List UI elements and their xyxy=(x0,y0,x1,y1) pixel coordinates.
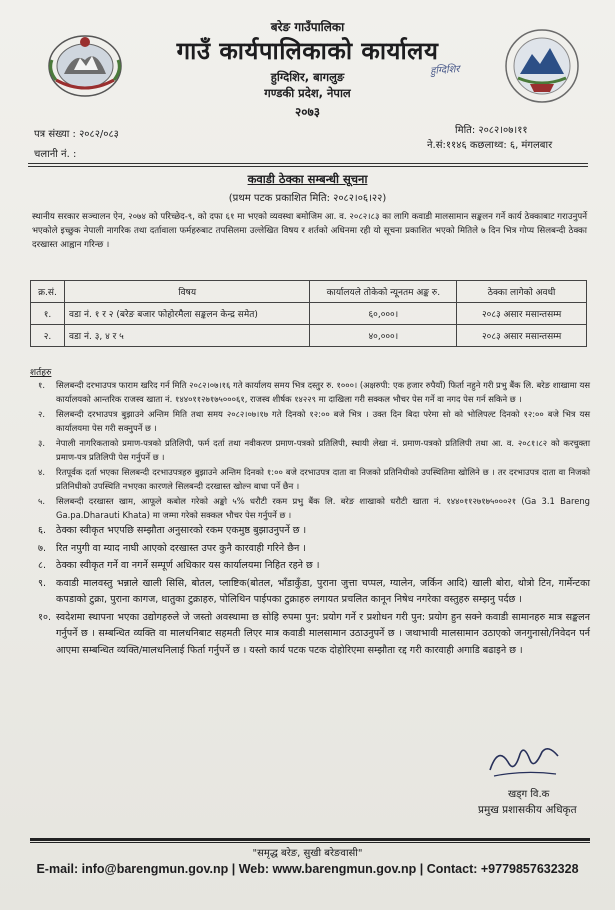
col-header-sn: क्र.सं. xyxy=(31,281,65,303)
list-item xyxy=(30,494,590,522)
term-text: नेपाली नागरिकताको प्रमाण-पत्रको प्रतिलिपी, फर्म दर्ता तथा नवीकरण प्रमाण-पत्रको प्रतिलिपी, स्थायी लेखा नं. प्रमाण-पत्रको प्रतिलिपी तथा आ. व. २०८१।८२ को करचुक्ता प्रमाण-पत्र प्रतिलिपी पेस गर्नुपर्ने छ । xyxy=(56,438,590,462)
term-text: स्वदेशमा स्थापना भएका उद्योगहरुले जे जस्तो अवस्थामा छ सोहि रुपमा पुन: प्रयोग गर्ने र प्रशोधन गरी पुन: प्रयोग हुन सक्ने कवाडी सामानहरु मात्र सङ्कलन गर्नुपर्ने छ । सम्बन्धित व्यक्ति वा मालधनिबाट सहमती लिएर मात्र कवाडी मालसामान उठाउनुपर्ने छ । जथाभावी मालसामान उठाएको जनगुनासो/निवेदन पर्न आएमा सम्बन्धित व्यक्ति/मालधनिलाई फिर्ता गर्नुपर्ने छ । यस्तो कार्य पटक पटक दोहोरिएमा सम्झौता रद्द गरी कारवाही अगाडि बढाइने छ । xyxy=(56,611,590,656)
col-header-subject: विषय xyxy=(64,281,309,303)
list-item xyxy=(30,558,590,575)
stamp-handwriting: हुग्दिशिर xyxy=(429,63,460,78)
dispatch-number: चलानी नं. : xyxy=(34,149,77,160)
term-number: ३. xyxy=(38,438,46,448)
list-item xyxy=(30,610,590,660)
term-number: ८. xyxy=(38,560,47,571)
notice-date: मिति: २०८२।०७।११ xyxy=(455,125,528,136)
signatory-title: प्रमुख प्रशासकीय अधिकृत xyxy=(478,804,577,816)
list-item xyxy=(30,436,590,464)
footer-contact: E-mail: info@barengmun.gov.np | Web: www.barengmun.gov.np | Contact: +9779857632328 xyxy=(36,862,579,876)
term-text: सिलबन्दी दरखास्त खाम, आफूले कबोल गरेको अङ्को ५% धरौटी रकम प्रभु बैंक लि. बरेङ शाखाको धरौटी खाता नं. १४४०११२७१७५०००२१ (Ga 3.1 Bareng Ga.pa.Dharauti Khata) मा जम्मा गरेको सक्कल भौचर पेस गर्नुपर्ने छ । xyxy=(56,496,590,520)
notice-subtitle: (प्रथम पटक प्रकाशित मिति: २०८२।०६।२२) xyxy=(228,193,387,204)
header-divider xyxy=(28,163,588,164)
header-divider-thin xyxy=(28,166,588,167)
table-header-row xyxy=(31,281,587,303)
list-item xyxy=(30,576,590,609)
term-number: ६. xyxy=(38,525,47,536)
term-text: ठेक्का स्वीकृत भएपछि सम्झौता अनुसारको रकम एकमुष्ठ बुझाउनुपर्ने छ । xyxy=(56,525,307,536)
row-sn: २. xyxy=(31,325,65,347)
terms-list xyxy=(30,378,590,660)
table-row xyxy=(31,325,587,347)
footer-divider-thin xyxy=(30,842,590,843)
term-text: ठेक्का स्वीकृत गर्ने वा नगर्ने सम्पूर्ण अधिकार यस कार्यालयमा निहित रहने छ । xyxy=(56,560,320,571)
office-address: हुग्दिशिर, बागलुङ xyxy=(270,70,345,84)
term-number: १. xyxy=(38,380,46,390)
list-item xyxy=(30,465,590,493)
list-item xyxy=(30,378,590,406)
table-row xyxy=(31,303,587,325)
municipality-logo-icon xyxy=(500,26,584,106)
letterhead xyxy=(0,0,615,120)
term-number: १०. xyxy=(38,611,52,623)
term-number: ४. xyxy=(38,467,46,477)
letter-number: पत्र संख्या : २०८२/०८३ xyxy=(34,129,119,140)
notice-intro: स्थानीय सरकार सञ्चालन ऐन, २०७४ को परिच्छेद-९, को दफा ६१ मा भएको व्यवस्था बमोजिम आ. व. २०८२।८३ का लागि कवाडी मालसामान सङ्कलन गर्ने कार्य ठेक्काबाट गराउनुपर्ने भएकोले इच्छुक नेपाली नागरिक तथा दर्तावाला फर्महरुबाट तपसिलमा उल्लेखित विषय र शर्तको अधिनमा रही यो सूचना प्रकाशित भएको मितिले ७ दिन भित्र गोप्य सिलबन्दी ठेक्का दरखास्त आह्वान गरिन्छ । xyxy=(32,212,587,250)
term-text: सिलबन्दी दरभाउपत्र फाराम खरिद गर्न मिति २०८२।०७।१६ गते कार्यालय समय भित्र दस्तुर रु. १०००। (अक्षरुपी: एक हजार रुपैयाँ) फिर्ता नहुने गरी प्रभु बैंक लि. बरेङ शाखामा यस कार्यालयको आन्तरिक राजस्व खाता नं. १४४०११२७१७५०००६१, राजस्व शीर्षक १४२२९ मा दाखिला गरी सक्कल भौचर पेस गर्ने वा नगद पेस गर्न सकिने छ । xyxy=(56,380,590,404)
row-period: २०८३ असार मसान्तसम्म xyxy=(457,303,587,325)
term-number: ९. xyxy=(38,577,47,589)
notice-title: कवाडी ठेक्का सम्बन्धी सूचना xyxy=(247,172,368,186)
row-amount: ४०,०००। xyxy=(310,325,457,347)
footer-slogan: "समृद्ध बरेङ, सुखी बरेङवासी" xyxy=(252,848,363,859)
row-amount: ६०,०००। xyxy=(310,303,457,325)
term-number: ५. xyxy=(38,496,46,506)
term-text: रित नपुगी वा म्याद नाघी आएको दरखास्त उपर कुनै कारवाही गरिने छैन । xyxy=(56,542,307,554)
list-item xyxy=(30,541,590,558)
established-year: २०७३ xyxy=(295,105,320,119)
row-subject: वडा नं. १ र २ (बरेङ बजार फोहोरमैला सङ्कलन केन्द्र समेत) xyxy=(64,303,309,325)
row-subject: वडा नं. ३, ४ र ५ xyxy=(64,325,309,347)
signature-icon xyxy=(484,740,564,782)
bid-table xyxy=(30,280,587,347)
row-period: २०८३ असार मसान्तसम्म xyxy=(457,325,587,347)
office-name: गाउँ कार्यपालिकाको कार्यालय xyxy=(176,36,439,65)
terms-heading: शर्तहरु xyxy=(30,368,52,378)
row-sn: १. xyxy=(31,303,65,325)
term-number: २. xyxy=(38,409,46,419)
nepal-sambat-date: ने.सं:११४६ कछलाथ्व: ६, मंगलबार xyxy=(427,140,553,151)
list-item xyxy=(30,407,590,435)
footer-divider xyxy=(30,838,590,841)
col-header-amount: कार्यालयले तोकेको न्यूनतम अङ्क रु. xyxy=(310,281,457,303)
term-text: कवाडी मालवस्तु भन्नाले खाली सिसि, बोतल, प्लाष्टिक(बोतल, भाँडाकुँडा, पुराना जुत्ता चप्पल, ग्यालेन, जर्किन आदि) खाली बोरा, थोत्रो टिन, गार्मेन्टका कपडाको टुक्रा, पुराना कागज, धातुका टुक्राहरु, पोलिथिन पाईपका टुक्राहरु लगायत प्रचलित कानून निषेध नगरेका वस्तुहरु सम्झनु पर्दछ । xyxy=(56,577,590,605)
term-text: सिलबन्दी दरभाउपत्र बुझाउने अन्तिम मिति तथा समय २०८२।०७।१७ गते दिनको १२:०० बजे भित्र । उक्त दिन बिदा परेमा सो को भोलिपल्ट दिनको १२:०० बजे भित्र यस कार्यालयमा पेस गरी सक्नुपर्ने छ । xyxy=(56,409,590,433)
term-number: ७. xyxy=(38,542,47,554)
list-item xyxy=(30,523,590,540)
signatory-name: खड्ग वि.क xyxy=(508,789,550,800)
municipality-name: बरेङ गाउँपालिका xyxy=(270,20,345,34)
col-header-period: ठेक्का लागेको अवधी xyxy=(457,281,587,303)
term-text: रितपूर्वक दर्ता भएका सिलबन्दी दरभाउपत्रहरु बुझाउने अन्तिम दिनको १:०० बजे दरभाउपत्र दाता वा निजको प्रतिनिधीको उपस्थितिमा खोलिने छ । तर दरभाउपत्र दाता वा निजको प्रतिनिधीको उपस्थिति नभएका कारणले सिलबन्दी दरखास्त खोल्न बाधा पर्ने छैन । xyxy=(56,467,590,491)
office-province: गण्डकी प्रदेश, नेपाल xyxy=(264,86,351,100)
